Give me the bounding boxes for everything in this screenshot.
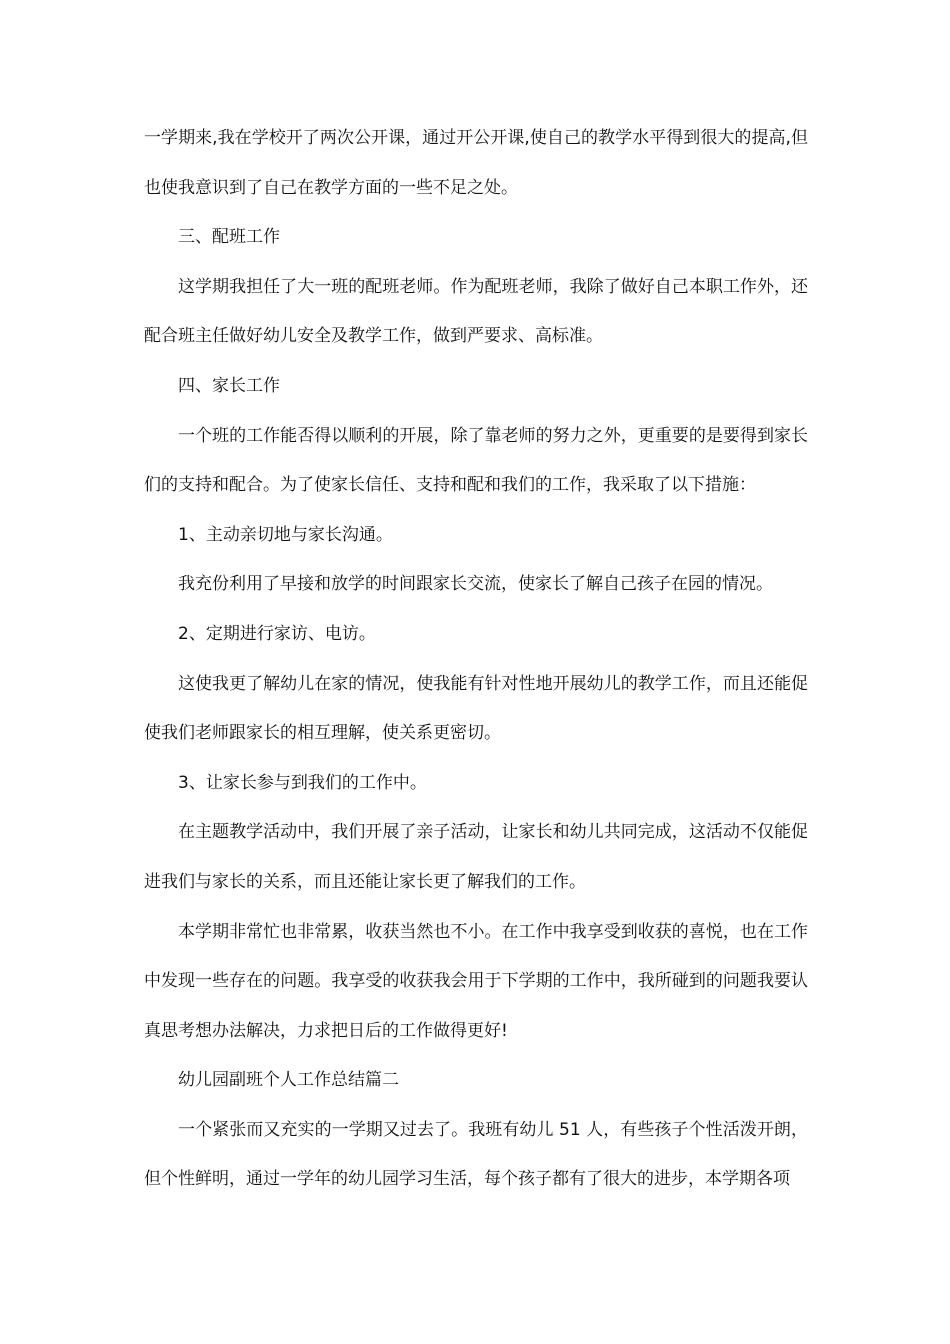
paragraph: 我充份利用了早接和放学的时间跟家长交流，使家长了解自己孩子在园的情况。 [178,574,773,595]
list-item: 2、定期进行家访、电访。 [178,623,376,644]
paragraph: 本学期非常忙也非常累，收获当然也不小。在工作中我享受到收获的喜悦，也在工作中发现一些存在的问题。我享受的收获我会用于下学期的工作中，我所碰到的问题我要认真思考想办法解决，力求把日后的工作做得更好! [144,921,808,1041]
list-item: 3、让家长参与到我们的工作中。 [178,772,427,793]
document-body [144,114,808,1205]
section-heading: 四、家长工作 [178,375,280,396]
paragraph: 这学期我担任了大一班的配班老师。作为配班老师，我除了做好自己本职工作外，还配合班主任做好幼儿安全及教学工作，做到严要求、高标准。 [144,276,808,347]
paragraph: 这使我更了解幼儿在家的情况，使我能有针对性地开展幼儿的教学工作，而且还能促使我们老师跟家长的相互理解，使关系更密切。 [144,673,808,744]
paragraph: 一个班的工作能否得以顺利的开展，除了靠老师的努力之外，更重要的是要得到家长们的支持和配合。为了使家长信任、支持和配和我们的工作，我采取了以下措施： [144,425,808,496]
paragraph: 一个紧张而又充实的一学期又过去了。我班有幼儿 51 人，有些孩子个性活泼开朗，但个性鲜明，通过一学年的幼儿园学习生活，每个孩子都有了很大的进步，本学期各项 [144,1119,808,1190]
section-title: 幼儿园副班个人工作总结篇二 [178,1070,399,1091]
section-heading: 三、配班工作 [178,227,280,248]
paragraph: 一学期来,我在学校开了两次公开课，通过开公开课,使自己的教学水平得到很大的提高,但也使我意识到了自己在教学方面的一些不足之处。 [144,128,808,198]
list-item: 1、主动亲切地与家长沟通。 [178,524,393,545]
paragraph: 在主题教学活动中，我们开展了亲子活动，让家长和幼儿共同完成，这活动不仅能促进我们与家长的关系，而且还能让家长更了解我们的工作。 [144,822,808,892]
